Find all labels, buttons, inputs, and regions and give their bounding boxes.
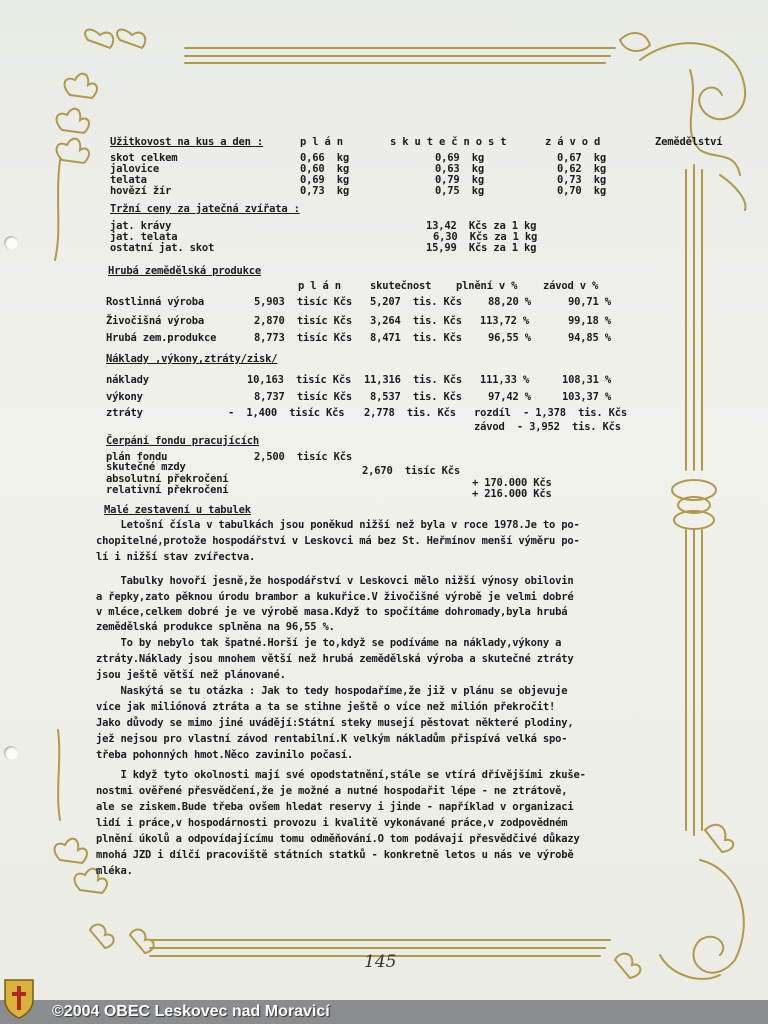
summary-line: Jako důvody se mimo jiné uvádějí:Státní steky musejí pěstovat některé plodiny, bbox=[96, 717, 574, 729]
yield-row-label: telata bbox=[110, 174, 147, 186]
yield-row-label: skot celkem bbox=[110, 152, 178, 164]
summary-line: I když tyto okolnosti mají své opodstatnění,stále se vtírá dřívějšími zkuše- bbox=[96, 769, 586, 781]
yield-col-plan: p l á n bbox=[300, 136, 343, 148]
summary-line: chopitelné,protože hospodářství v Leskovci má bez St. Heřmínov menší výměru po- bbox=[96, 535, 580, 547]
market-row-value: 6,30 Kčs za 1 kg bbox=[433, 231, 538, 243]
yield-row-label: hovězí žír bbox=[110, 185, 172, 197]
costs-row-plant: 103,37 % bbox=[562, 391, 611, 403]
yield-row-plan: 0,66 kg bbox=[300, 152, 349, 164]
summary-line: jež nejsou pro vlastní závod rentabilní.K velkým nákladům přispívá velká spo- bbox=[96, 733, 568, 745]
gross-row-actual: 3,264 tis. Kčs bbox=[370, 315, 462, 327]
fund-abs-label: absolutní překročení bbox=[106, 473, 229, 485]
fund-actual-label: skutečné mzdy bbox=[106, 461, 186, 473]
gross-row-plant: 94,85 % bbox=[568, 332, 611, 344]
costs-row-label: ztráty bbox=[106, 407, 143, 419]
fund-abs-value: + 170.000 Kčs bbox=[472, 477, 552, 489]
summary-line: To by nebylo tak špatné.Horší je to,když se podíváme na náklady,výkony a bbox=[96, 637, 562, 649]
costs-row-actual: 8,537 tis. Kčs bbox=[370, 391, 462, 403]
market-title: Tržní ceny za jatečná zvířata : bbox=[110, 203, 300, 215]
yield-row-plan: 0,73 kg bbox=[300, 185, 349, 197]
gross-row-actual: 8,471 tis. Kčs bbox=[370, 332, 462, 344]
gross-head-plant: závod v % bbox=[543, 280, 599, 292]
gross-row-plan: 8,773 tisíc Kčs bbox=[254, 332, 352, 344]
gross-row-plan: 2,870 tisíc Kčs bbox=[254, 315, 352, 327]
costs-row-plan: 10,163 tisíc Kčs bbox=[247, 374, 352, 386]
yield-row-plan: 0,69 kg bbox=[300, 174, 349, 186]
yield-col-plant: z á v o d bbox=[545, 136, 601, 148]
costs-row-actual: 2,778 tis. Kčs bbox=[364, 407, 456, 419]
market-row-label: jat. krávy bbox=[110, 220, 172, 232]
costs-row-fulfil: 111,33 % bbox=[480, 374, 529, 386]
yield-row-plant: 0,62 kg bbox=[557, 163, 606, 175]
yield-row-plant: 0,73 kg bbox=[557, 174, 606, 186]
summary-line: nostmi ověřené přesvědčení,že je možné a nutné hospodařit lépe - ne ztrátově, bbox=[96, 785, 568, 797]
summary-line: ztráty.Náklady jsou mnohem větší než hrubá zemědělská výroba a skutečné ztráty bbox=[96, 653, 574, 665]
summary-line: a řepky,zato pěknou úrodu brambor a kukuřice.V živočišné výrobě je velmi dobré bbox=[96, 591, 574, 603]
yield-row-actual: 0,69 kg bbox=[435, 152, 484, 164]
summary-line: jsou ještě větší než plánované. bbox=[96, 669, 286, 681]
costs-row-plan: - 1,400 tisíc Kčs bbox=[228, 407, 345, 419]
summary-line: Naskýtá se tu otázka : Jak to tedy hospodaříme,že již v plánu se objevuje bbox=[96, 685, 568, 697]
costs-row-label: výkony bbox=[106, 391, 143, 403]
gross-head-plan: p l á n bbox=[298, 280, 341, 292]
gross-row-actual: 5,207 tis. Kčs bbox=[370, 296, 462, 308]
gross-row-label: Rostlinná výroba bbox=[106, 296, 204, 308]
gross-row-plan: 5,903 tisíc Kčs bbox=[254, 296, 352, 308]
summary-line: lidí i práce,v hospodárnosti provozu i kvalitě vykonávané práce,v zodpovědném bbox=[96, 817, 568, 829]
summary-line: lí i nižší stav zvířectva. bbox=[96, 551, 256, 563]
gross-row-plant: 90,71 % bbox=[568, 296, 611, 308]
fund-rel-label: relativní překročení bbox=[106, 484, 229, 496]
yield-row-label: jalovice bbox=[110, 163, 159, 175]
gross-title: Hrubá zemědělská produkce bbox=[108, 265, 262, 277]
market-row-value: 15,99 Kčs za 1 kg bbox=[426, 242, 537, 254]
market-row-label: jat. telata bbox=[110, 231, 178, 243]
gross-head-actual: skutečnost bbox=[370, 280, 432, 292]
summary-line: mléka. bbox=[96, 865, 133, 877]
fund-actual-value: 2,670 tisíc Kčs bbox=[362, 465, 460, 477]
gross-row-label: Živočišná výroba bbox=[106, 315, 204, 327]
gross-row-fulfil: 96,55 % bbox=[488, 332, 531, 344]
yield-row-actual: 0,63 kg bbox=[435, 163, 484, 175]
fund-title: Čerpání fondu pracujících bbox=[106, 435, 260, 447]
summary-title: Malé zestavení u tabulek bbox=[104, 504, 251, 516]
yield-row-actual: 0,75 kg bbox=[435, 185, 484, 197]
costs-row-difference: rozdíl - 1,378 tis. Kčs bbox=[474, 407, 628, 419]
fund-rel-value: + 216.000 Kčs bbox=[472, 488, 552, 500]
gross-head-fulfil: plnění v % bbox=[456, 280, 518, 292]
costs-row-plant: 108,31 % bbox=[562, 374, 611, 386]
yield-row-actual: 0,79 kg bbox=[435, 174, 484, 186]
summary-line: zemědělská produkce splněna na 96,55 %. bbox=[96, 621, 335, 633]
summary-body bbox=[96, 520, 656, 890]
summary-line: Tabulky hovoří jesně,že hospodářství v Leskovci mělo nižší výnosy obilovin bbox=[96, 575, 574, 587]
fund-plan-value: 2,500 tisíc Kčs bbox=[254, 451, 352, 463]
yield-col-agri: Zemědělství bbox=[655, 136, 723, 148]
summary-line: Letošní čísla v tabulkách jsou poněkud nižší než byla v roce 1978.Je to po- bbox=[96, 519, 580, 531]
gross-row-fulfil: 88,20 % bbox=[488, 296, 531, 308]
summary-line: mnohá JZD i dílčí pracoviště státních statků - konkretně letos u nás ve výrobě bbox=[96, 849, 574, 861]
summary-line: ale se ziskem.Bude třeba ovšem hledat reservy i jinde - například v organizaci bbox=[96, 801, 574, 813]
gross-row-label: Hrubá zem.produkce bbox=[106, 332, 217, 344]
yield-row-plant: 0,67 kg bbox=[557, 152, 606, 164]
yield-title: Užitkovost na kus a den : bbox=[110, 136, 264, 148]
summary-line: plnění úkolů a odpovídajícímu tomu odměňování.O tom podávají přesvědčivé důkazy bbox=[96, 833, 580, 845]
costs-row-label: náklady bbox=[106, 374, 149, 386]
costs-row-actual: 11,316 tis. Kčs bbox=[364, 374, 462, 386]
yield-row-plant: 0,70 kg bbox=[557, 185, 606, 197]
summary-line: v mléce,celkem dobré je ve výrobě masa.Když to spočítáme dohromady,byla hrubá bbox=[96, 606, 568, 618]
yield-col-actual: s k u t e č n o s t bbox=[390, 136, 507, 148]
costs-title: Náklady ,výkony,ztráty/zisk/ bbox=[106, 353, 278, 365]
market-row-label: ostatní jat. skot bbox=[110, 242, 215, 254]
summary-line: více jak miliónová ztráta a ta se stihne ještě o více než milión překročit! bbox=[96, 701, 556, 713]
coat-of-arms-icon bbox=[2, 976, 36, 1020]
page-number: 145 bbox=[364, 952, 397, 972]
yield-row-plan: 0,60 kg bbox=[300, 163, 349, 175]
market-row-value: 13,42 Kčs za 1 kg bbox=[426, 220, 537, 232]
costs-row-fulfil: 97,42 % bbox=[488, 391, 531, 403]
costs-plant-difference: závod - 3,952 tis. Kčs bbox=[474, 421, 621, 433]
copyright-text: ©2004 OBEC Leskovec nad Moravicí bbox=[52, 1003, 330, 1020]
fund-plan-label: plán fondu bbox=[106, 451, 168, 463]
gross-row-fulfil: 113,72 % bbox=[480, 315, 529, 327]
gross-row-plant: 99,18 % bbox=[568, 315, 611, 327]
costs-row-plan: 8,737 tisíc Kčs bbox=[254, 391, 352, 403]
summary-line: třeba pohonných hmot.Něco zavinilo počasí. bbox=[96, 749, 354, 761]
